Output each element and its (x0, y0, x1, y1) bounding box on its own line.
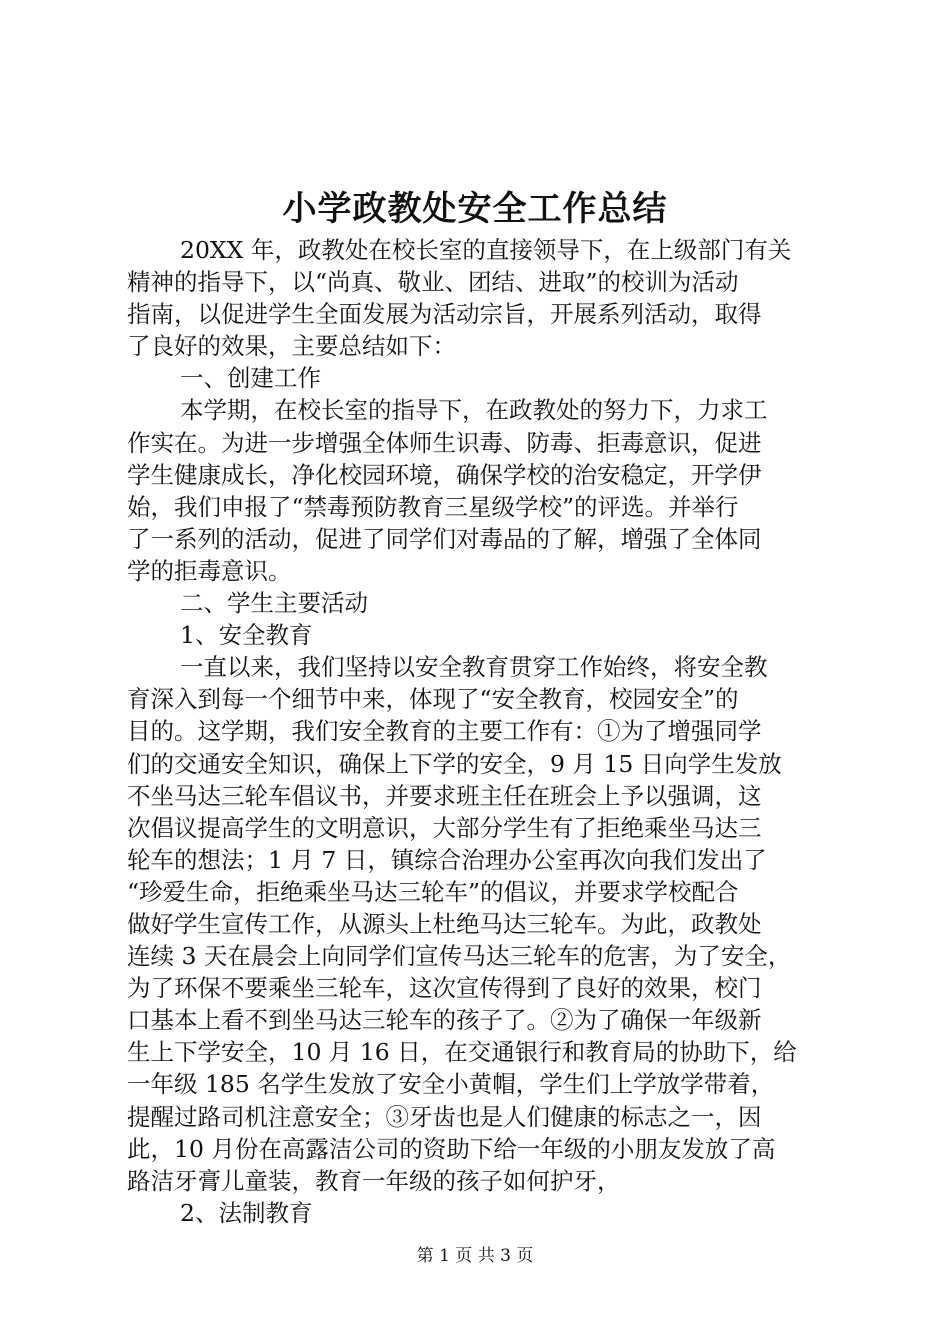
paragraph-line: 连续 3 天在晨会上向同学们宣传马达三轮车的危害，为了安全， (127, 942, 792, 971)
paragraph-line: 了一系列的活动，促进了同学们对毒品的了解，增强了全体同 (127, 524, 762, 553)
paragraph-line: 指南，以促进学生全面发展为活动宗旨，开展系列活动，取得 (127, 300, 762, 329)
paragraph-line: 生上下学安全，10 月 16 日，在交通银行和教育局的协助下，给 (127, 1038, 797, 1067)
paragraph-line: 育深入到每一个细节中来，体现了“安全教育，校园安全”的 (127, 685, 739, 714)
paragraph-line: 了良好的效果，主要总结如下： (127, 332, 456, 361)
paragraph-line: 次倡议提高学生的文明意识，大部分学生有了拒绝乘坐马达三 (127, 813, 762, 842)
paragraph-line: 本学期，在校长室的指导下，在政教处的努力下，力求工 (180, 396, 768, 425)
paragraph-line: 此，10 月份在高露洁公司的资助下给一年级的小朋友发放了高 (127, 1134, 776, 1163)
paragraph-line: 目的。这学期，我们安全教育的主要工作有：①为了增强同学 (127, 717, 762, 746)
paragraph-line: 20XX 年，政教处在校长室的直接领导下，在上级部门有关 (180, 236, 792, 264)
section-heading: 一、创建工作 (180, 364, 321, 393)
paragraph-line: “珍爱生命，拒绝乘坐马达三轮车”的倡议，并要求学校配合 (127, 877, 739, 906)
document-body (127, 234, 827, 1229)
paragraph-line: 学的拒毒意识。 (127, 556, 292, 585)
paragraph-line: 精神的指导下，以“尚真、敬业、团结、进取”的校训为活动 (127, 268, 739, 297)
paragraph-line: 不坐马达三轮车倡议书，并要求班主任在班会上予以强调，这 (127, 781, 762, 810)
subsection-heading: 2、法制教育 (180, 1198, 313, 1227)
paragraph-line: 为了环保不要乘坐三轮车，这次宣传得到了良好的效果，校门 (127, 974, 762, 1003)
document-title: 小学政教处安全工作总结 (282, 189, 668, 229)
page-footer: 第 1 页 共 3 页 (416, 1246, 534, 1266)
paragraph-line: 一直以来，我们坚持以安全教育贯穿工作始终，将安全教 (180, 653, 768, 682)
paragraph-line: 口基本上看不到坐马达三轮车的孩子了。②为了确保一年级新 (127, 1006, 762, 1035)
paragraph-line: 学生健康成长，净化校园环境，确保学校的治安稳定，开学伊 (127, 460, 762, 489)
paragraph-line: 始，我们申报了“禁毒预防教育三星级学校”的评选。并举行 (127, 492, 739, 521)
paragraph-line: 做好学生宣传工作，从源头上杜绝马达三轮车。为此，政教处 (127, 909, 762, 938)
subsection-heading: 1、安全教育 (180, 621, 313, 650)
paragraph-line: 路洁牙膏儿童装，教育一年级的孩子如何护牙， (127, 1166, 621, 1195)
paragraph-line: 轮车的想法；1 月 7 日，镇综合治理办公室再次向我们发出了 (127, 845, 767, 874)
paragraph-line: 作实在。为进一步增强全体师生识毒、防毒、拒毒意识，促进 (127, 428, 762, 457)
paragraph-line: 提醒过路司机注意安全；③牙齿也是人们健康的标志之一，因 (127, 1102, 762, 1131)
section-heading: 二、学生主要活动 (180, 589, 368, 618)
paragraph-line: 们的交通安全知识，确保上下学的安全，9 月 15 日向学生发放 (127, 749, 782, 778)
paragraph-line: 一年级 185 名学生发放了安全小黄帽，学生们上学放学带着， (127, 1070, 775, 1099)
